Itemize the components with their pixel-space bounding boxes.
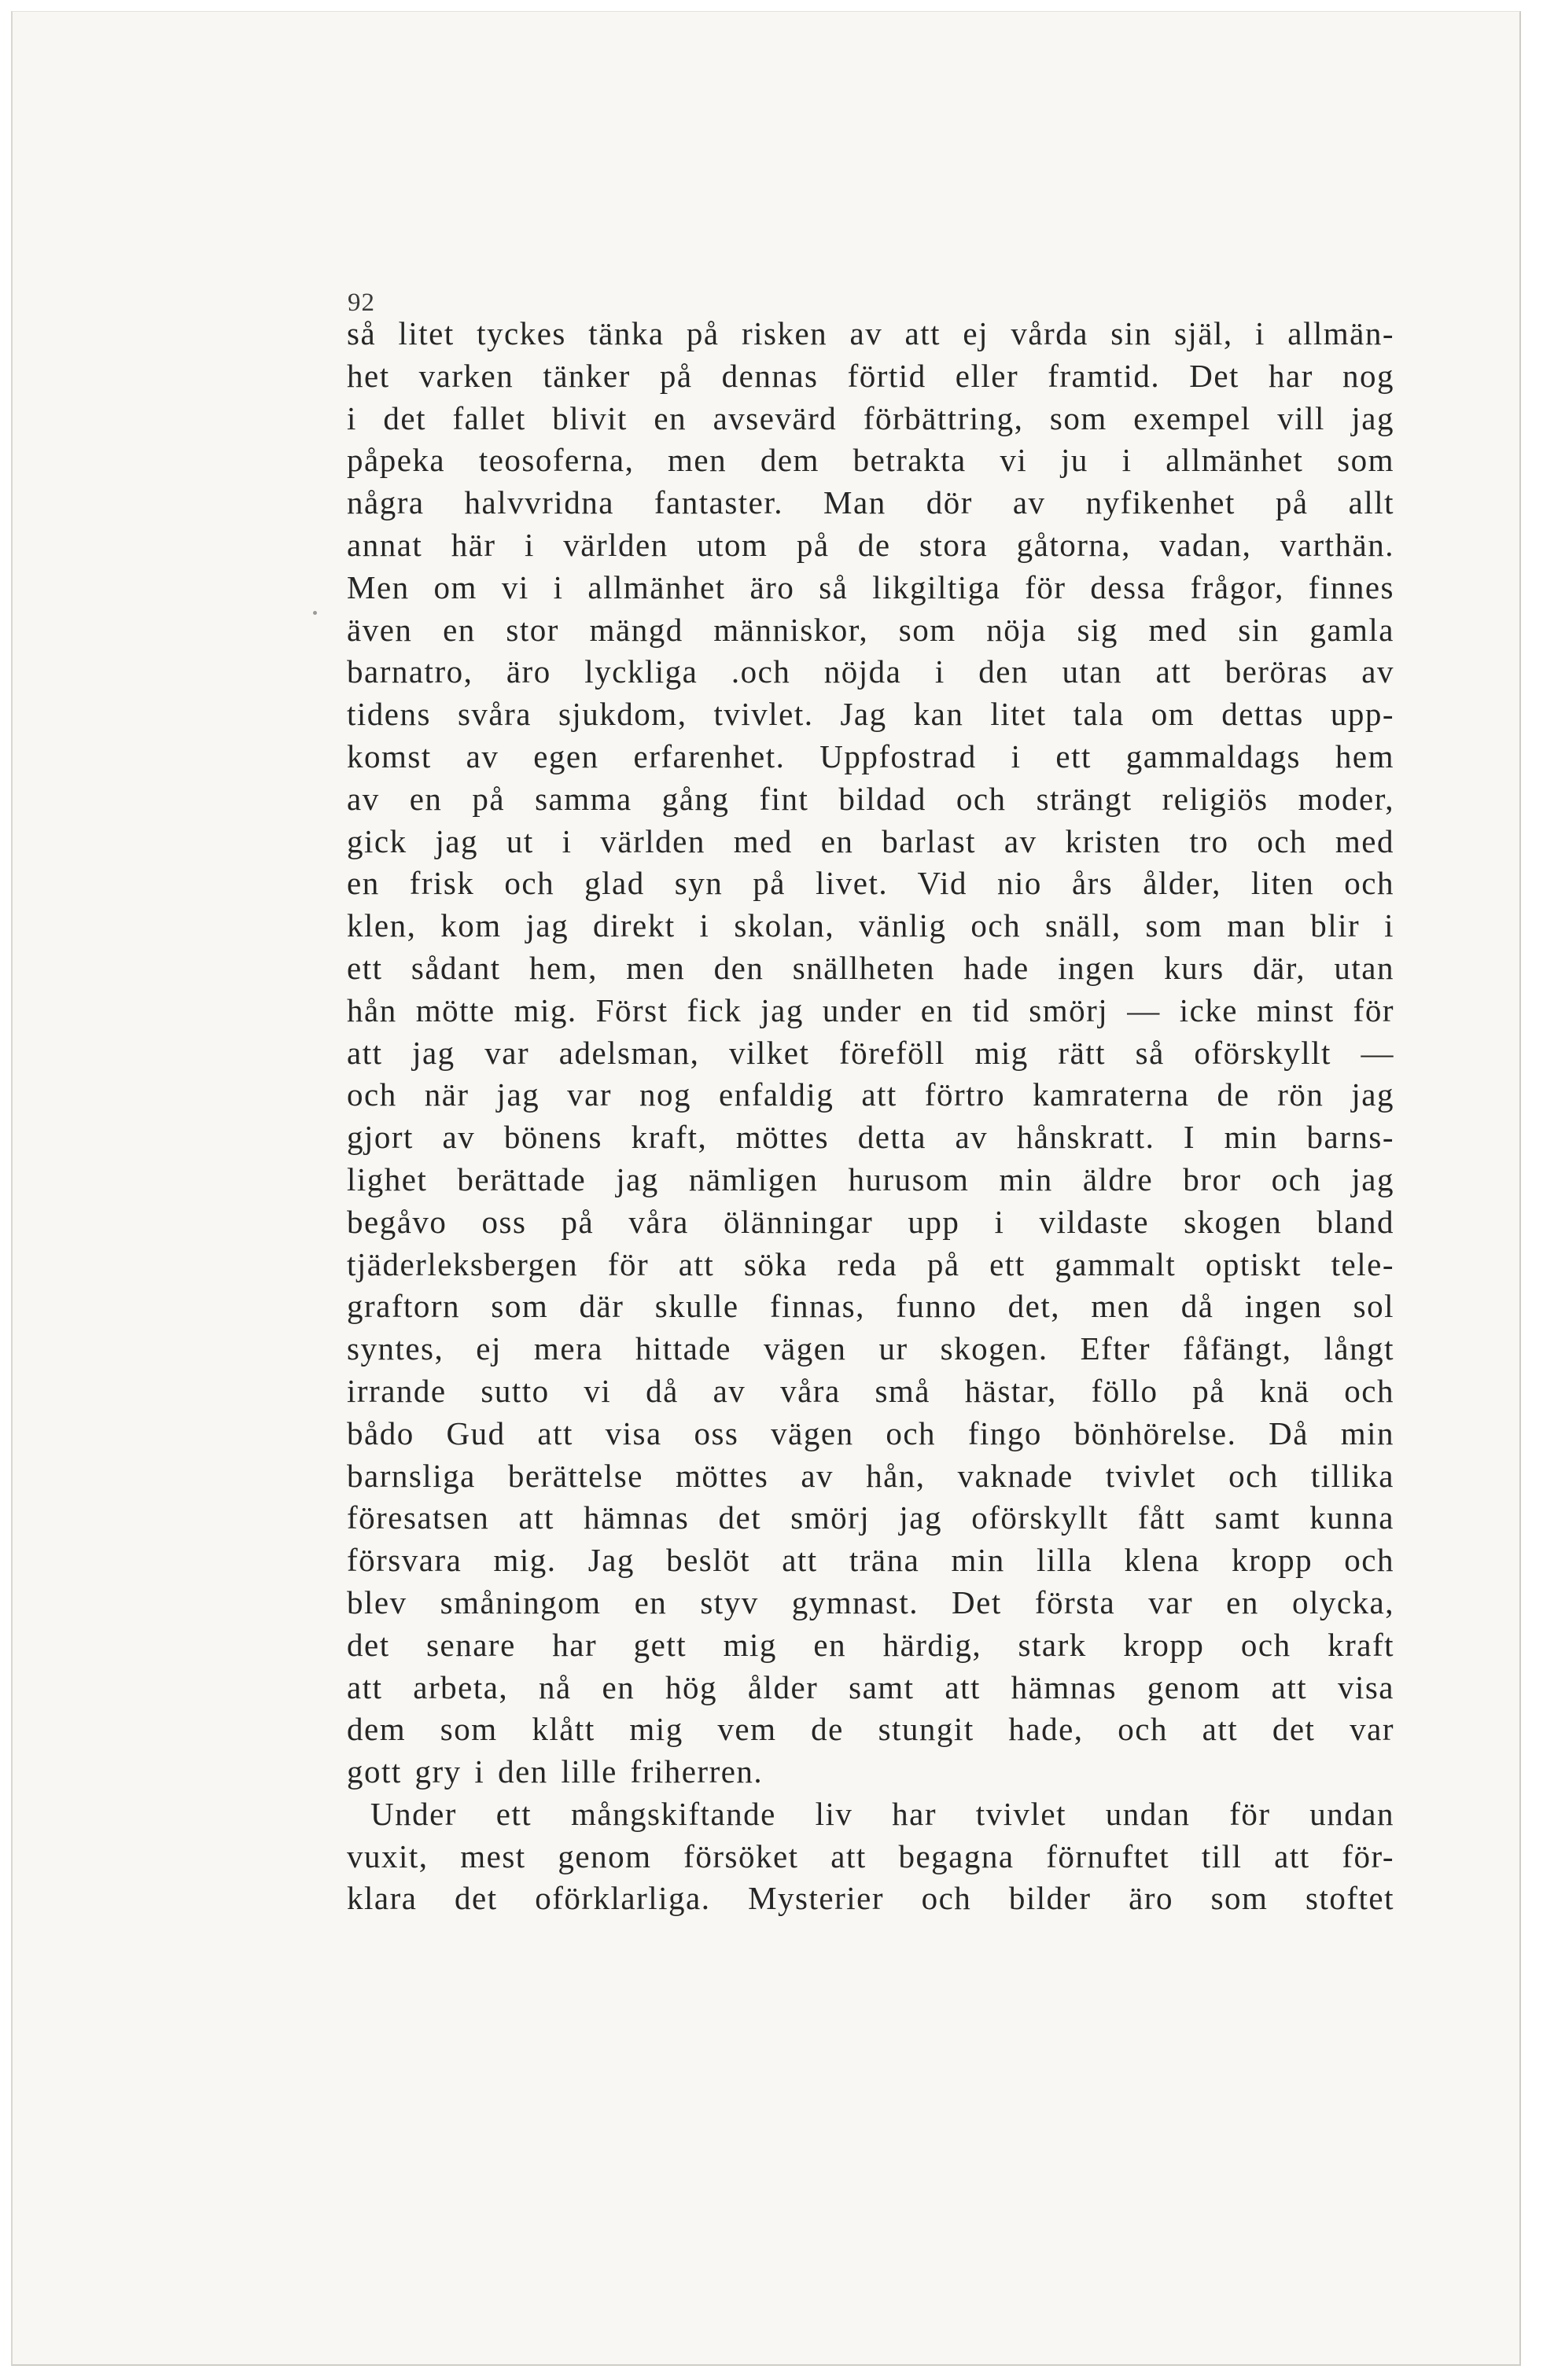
text-line: klen, kom jag direkt i skolan, vänlig och snäll, som man blir i	[347, 907, 1394, 944]
text-line: tjäderleksbergen för att söka reda på ett gammalt optiskt tele-	[347, 1245, 1394, 1282]
text-line: gott gry i den lille friherren.	[347, 1753, 764, 1790]
text-line: att jag var adelsman, vilket föreföll mig rätt så oförskyllt —	[347, 1034, 1394, 1071]
book-page	[11, 11, 1521, 2366]
text-line: så litet tyckes tänka på risken av att ej vårda sin själ, i allmän-	[347, 315, 1394, 351]
text-line: dem som klått mig vem de stungit hade, och att det var	[347, 1711, 1394, 1748]
text-line: tidens svåra sjukdom, tvivlet. Jag kan litet tala om dettas upp-	[347, 696, 1394, 733]
text-line: en frisk och glad syn på livet. Vid nio års ålder, liten och	[347, 865, 1394, 902]
text-line: ett sådant hem, men den snällheten hade ingen kurs där, utan	[347, 949, 1394, 986]
text-line: barnsliga berättelse möttes av hån, vaknade tvivlet och tillika	[347, 1457, 1394, 1494]
page-number: 92	[348, 289, 375, 317]
text-line: het varken tänker på dennas förtid eller framtid. Det har nog	[347, 357, 1394, 394]
text-line: några halvvridna fantaster. Man dör av nyfikenhet på allt	[347, 484, 1394, 521]
text-line: vuxit, mest genom försöket att begagna förnuftet till att för-	[347, 1837, 1394, 1874]
text-line: Under ett mångskiftande liv har tvivlet undan för undan	[370, 1795, 1394, 1832]
text-line: gick jag ut i världen med en barlast av kristen tro och med	[347, 822, 1394, 859]
text-line: det senare har gett mig en härdig, stark kropp och kraft	[347, 1626, 1394, 1663]
text-line: lighet berättade jag nämligen hurusom min äldre bror och jag	[347, 1161, 1394, 1197]
text-line: annat här i världen utom på de stora gåtorna, vadan, varthän.	[347, 526, 1394, 563]
text-line: begåvo oss på våra ölänningar upp i vildaste skogen bland	[347, 1203, 1394, 1240]
body-text	[347, 313, 1394, 1920]
text-line: i det fallet blivit en avsevärd förbättring, som exempel vill jag	[347, 399, 1394, 436]
text-line: barnatro, äro lyckliga .och nöjda i den utan att beröras av	[347, 653, 1394, 690]
text-line: föresatsen att hämnas det smörj jag oförskyllt fått samt kunna	[347, 1499, 1394, 1536]
text-line: syntes, ej mera hittade vägen ur skogen. Efter fåfängt, långt	[347, 1330, 1394, 1367]
margin-mark	[313, 611, 317, 615]
text-line: gjort av bönens kraft, möttes detta av hånskratt. I min barns-	[347, 1119, 1394, 1156]
text-line: klara det oförklarliga. Mysterier och bilder äro som stoftet	[347, 1880, 1394, 1917]
text-line: irrande sutto vi då av våra små hästar, föllo på knä och	[347, 1372, 1394, 1409]
text-line: graftorn som där skulle finnas, funno det, men då ingen sol	[347, 1288, 1394, 1325]
text-line: och när jag var nog enfaldig att förtro kamraterna de rön jag	[347, 1076, 1394, 1113]
text-line: blev småningom en styv gymnast. Det första var en olycka,	[347, 1584, 1394, 1620]
text-line: komst av egen erfarenhet. Uppfostrad i ett gammaldags hem	[347, 738, 1394, 774]
text-line: Men om vi i allmänhet äro så likgiltiga för dessa frågor, finnes	[347, 568, 1394, 605]
text-line: att arbeta, nå en hög ålder samt att hämnas genom att visa	[347, 1668, 1394, 1705]
text-line: bådo Gud att visa oss vägen och fingo bönhörelse. Då min	[347, 1414, 1394, 1451]
text-line: hån mötte mig. Först fick jag under en tid smörj — icke minst för	[347, 991, 1394, 1028]
text-line: påpeka teosoferna, men dem betrakta vi ju i allmänhet som	[347, 442, 1394, 479]
text-line: även en stor mängd människor, som nöja sig med sin gamla	[347, 611, 1394, 648]
text-line: av en på samma gång fint bildad och strängt religiös moder,	[347, 780, 1394, 817]
text-line: försvara mig. Jag beslöt att träna min lilla klena kropp och	[347, 1542, 1394, 1579]
